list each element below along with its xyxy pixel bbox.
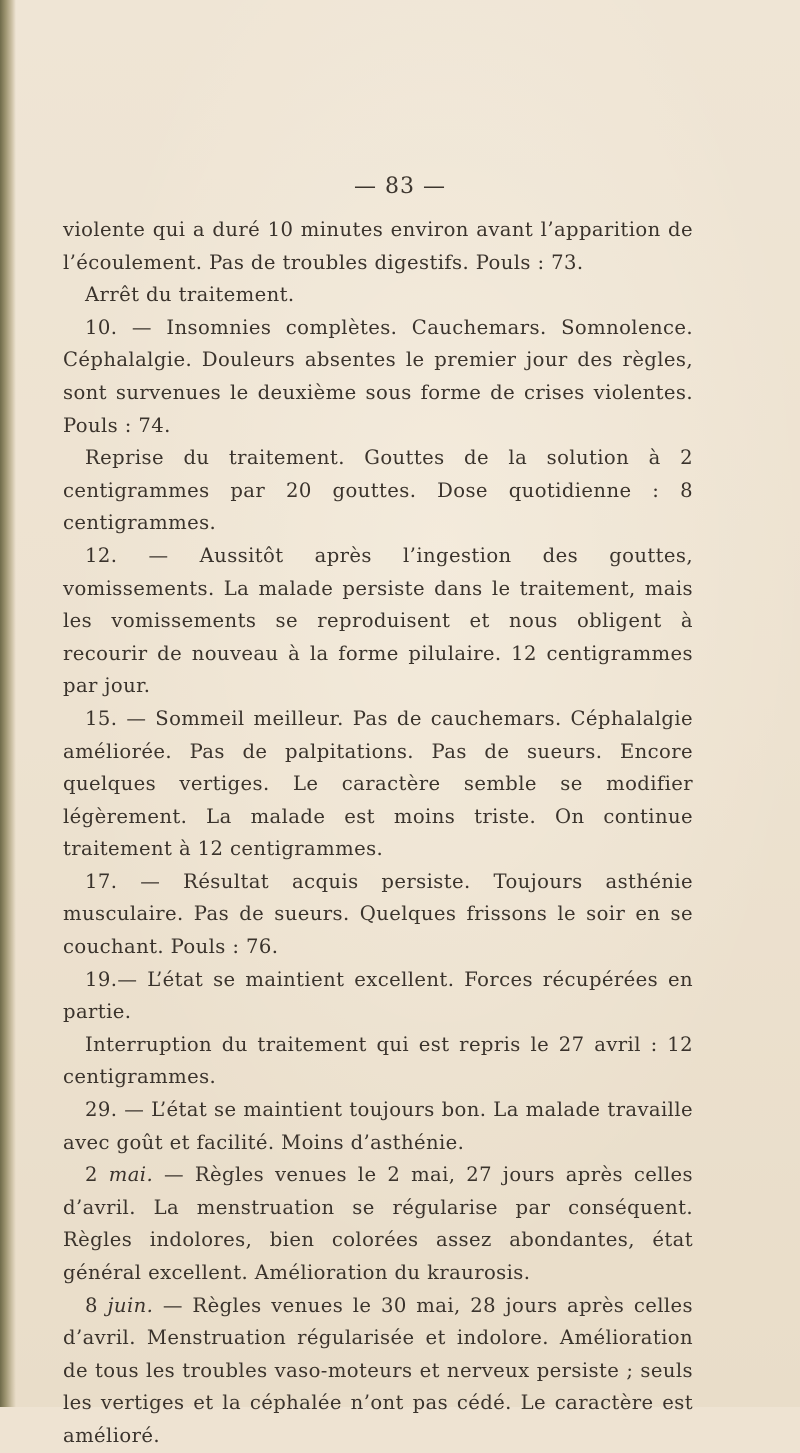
paragraph — [63, 279, 693, 312]
page-number: — 83 — — [354, 174, 446, 199]
paragraph-text: 2 — [85, 1163, 109, 1187]
paragraph-text: 8 — [85, 1293, 108, 1317]
paragraph-text: 29. — L’état se maintient toujours bon. La malade travaille avec goût et facilité. Moins d’asthénie. — [63, 1098, 693, 1154]
paragraph — [63, 703, 693, 866]
paragraph-text: Arrêt du traitement. — [85, 283, 295, 307]
paragraph — [63, 214, 693, 279]
date-label: mai. — [108, 1163, 154, 1187]
paragraph — [63, 866, 693, 964]
paragraph — [63, 1029, 693, 1094]
paragraph-text: Interruption du traitement qui est repris le 27 avril : 12 centigrammes. — [63, 1032, 693, 1089]
paragraph — [63, 312, 693, 442]
paragraph — [63, 540, 693, 703]
paragraph-text: violente qui a duré 10 minutes environ avant l’apparition de l’écoulement. Pas de troubles digestifs. Pouls : 73. — [63, 218, 693, 274]
paragraph-text: Reprise du traitement. Gouttes de la solution à 2 centigrammes par 20 gouttes. Dose quotidienne : 8 centigrammes. — [63, 446, 693, 535]
paragraph-text: — Règles venues le 2 mai, 27 jours après celles d’avril. La menstruation se régularise par conséquent. Règles indolores, bien colorées assez abondantes, état général excellent. Amélioration du kraurosis. — [63, 1163, 693, 1284]
paragraph-text: 15. — Sommeil meilleur. Pas de cauchemars. Céphalalgie améliorée. Pas de palpitations. Pas de sueurs. Encore quelques vertiges. Le caractère semble se modifier légèrement. La malade est moins triste. On continue traitement à 12 centigrammes. — [63, 706, 693, 861]
paragraph-text: 12. — Aussitôt après l’ingestion des gouttes, vomissements. La malade persiste dans le traitement, mais les vomissements se reproduisent et nous obligent à recourir de nouveau à la forme pilulaire. 12 centigrammes par jour. — [63, 543, 693, 698]
page-binding-edge — [0, 0, 16, 1407]
paragraph — [63, 964, 693, 1029]
paragraph — [63, 442, 693, 540]
paragraph — [63, 1159, 693, 1289]
paragraph — [63, 1094, 693, 1159]
paragraph-text: 10. — Insomnies complètes. Cauchemars. Somnolence. Céphalalgie. Douleurs absentes le premier jour des règles, sont survenues le deuxième sous forme de crises violentes. Pouls : 74. — [63, 315, 693, 437]
paragraph-text: — Règles venues le 30 mai, 28 jours après celles d’avril. Menstruation régularisée et indolore. Amélioration de tous les troubles vaso-moteurs et nerveux persiste ; seuls les vertiges et la céphalée n’ont pas cédé. Le caractère est amélioré. — [63, 1293, 693, 1447]
body-text — [63, 214, 693, 1453]
paragraph-text: 17. — Résultat acquis persiste. Toujours asthénie musculaire. Pas de sueurs. Quelques frissons le soir en se couchant. Pouls : 76. — [63, 869, 693, 959]
paragraph — [63, 1290, 693, 1453]
date-label: juin. — [107, 1293, 154, 1317]
paragraph-text: 19.— L’état se maintient excellent. Forces récupérées en partie. — [63, 967, 693, 1024]
